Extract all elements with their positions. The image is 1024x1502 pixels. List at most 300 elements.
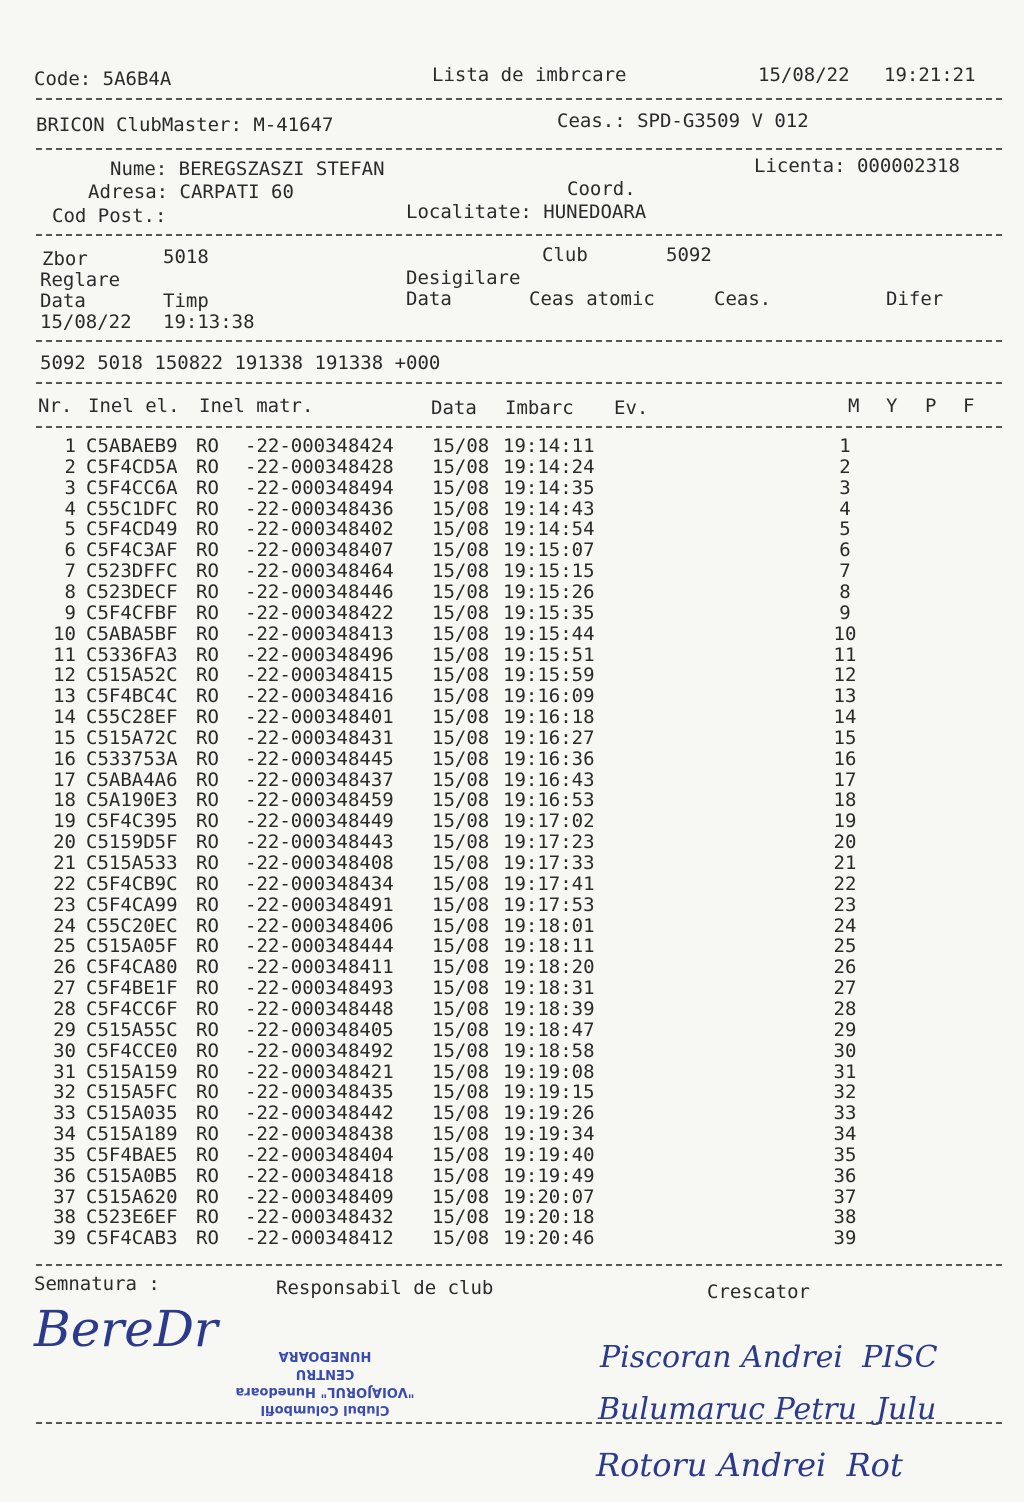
row-number: 28 — [53, 997, 76, 1020]
arrival-date: 15/08 — [432, 1060, 490, 1083]
row-number: 7 — [64, 560, 76, 583]
m-value: 28 — [833, 997, 857, 1020]
arrival-date: 15/08 — [432, 560, 490, 583]
electronic-ring: C5A190E3 — [86, 789, 178, 812]
reglare-date: 15/08/22 — [40, 311, 132, 333]
arrival-time: 19:18:20 — [503, 956, 595, 979]
ring-number: -22-000348445 — [245, 747, 394, 770]
m-value: 36 — [833, 1164, 857, 1187]
ring-number: -22-000348409 — [245, 1185, 394, 1208]
m-value: 38 — [833, 1206, 857, 1229]
row-number: 35 — [53, 1143, 76, 1166]
col-imbarc: Imbarc — [505, 397, 574, 419]
stamp-line-1: Clubul Columbofil — [260, 1402, 390, 1417]
arrival-time: 19:17:33 — [503, 852, 595, 874]
electronic-ring: C5F4CC6F — [86, 997, 178, 1020]
country-code: RO — [196, 455, 219, 478]
club-label: Club — [542, 244, 588, 266]
country-code: RO — [196, 580, 219, 603]
country-code: RO — [196, 997, 219, 1020]
m-value: 5 — [839, 518, 851, 541]
arrival-date: 15/08 — [432, 956, 490, 979]
ring-number: -22-000348432 — [245, 1206, 394, 1229]
country-code: RO — [196, 789, 219, 812]
country-code: RO — [196, 622, 219, 645]
ring-number: -22-000348406 — [245, 914, 394, 937]
country-code: RO — [196, 956, 219, 979]
reglare-label: Reglare — [40, 269, 121, 291]
table-row — [0, 811, 1024, 832]
ring-number: -22-000348436 — [245, 497, 394, 520]
country-code: RO — [196, 1206, 219, 1229]
country-code: RO — [196, 435, 219, 457]
col-f: F — [963, 395, 975, 417]
m-value: 35 — [833, 1143, 857, 1166]
country-code: RO — [196, 831, 219, 854]
table-row — [0, 978, 1024, 999]
ring-number: -22-000348413 — [245, 622, 394, 645]
table-row — [0, 1207, 1024, 1228]
ring-number: -22-000348496 — [245, 643, 394, 666]
country-code: RO — [196, 914, 219, 937]
country-code: RO — [196, 497, 219, 520]
arrival-time: 19:18:39 — [503, 997, 595, 1020]
electronic-ring: C523DFFC — [86, 560, 178, 583]
row-number: 9 — [64, 601, 76, 624]
country-code: RO — [196, 935, 219, 958]
table-row — [0, 1124, 1024, 1145]
m-value: 32 — [833, 1081, 857, 1104]
arrival-date: 15/08 — [432, 997, 490, 1020]
electronic-ring: C5F4CD5A — [86, 455, 178, 478]
electronic-ring: C55C28EF — [86, 706, 178, 729]
data-label-2: Data — [406, 288, 452, 310]
arrival-time: 19:16:36 — [503, 747, 595, 770]
country-code: RO — [196, 1102, 219, 1125]
table-row — [0, 999, 1024, 1020]
clubmaster-id: BRICON ClubMaster: M-41647 — [36, 114, 334, 136]
electronic-ring: C5F4BE1F — [86, 977, 178, 1000]
divider — [36, 340, 1002, 342]
country-code: RO — [196, 1018, 219, 1041]
country-code: RO — [196, 601, 219, 624]
electronic-ring: C515A05F — [86, 935, 178, 958]
m-value: 34 — [833, 1123, 857, 1146]
electronic-ring: C5F4CC6A — [86, 476, 178, 499]
row-number: 39 — [53, 1227, 76, 1250]
table-row — [0, 936, 1024, 957]
table-row — [0, 1062, 1024, 1083]
arrival-time: 19:15:35 — [503, 601, 595, 624]
arrival-date: 15/08 — [432, 1143, 490, 1166]
arrival-time: 19:15:44 — [503, 622, 595, 645]
ring-number: -22-000348424 — [245, 435, 394, 457]
breeder-label: Crescator — [707, 1281, 810, 1303]
table-row — [0, 832, 1024, 853]
col-inel-el: Inel el. — [88, 395, 180, 417]
ring-number: -22-000348404 — [245, 1143, 394, 1166]
stamp-line-2: "VOIAJORUL" Hunedoara — [235, 1384, 415, 1399]
arrival-time: 19:16:09 — [503, 685, 595, 708]
arrival-date: 15/08 — [432, 455, 490, 478]
arrival-date: 15/08 — [432, 768, 490, 791]
electronic-ring: C533753A — [86, 747, 178, 770]
row-number: 22 — [53, 872, 76, 895]
m-value: 22 — [833, 872, 857, 895]
m-value: 20 — [833, 831, 857, 854]
difference-label: Difer — [886, 288, 944, 310]
col-y: Y — [886, 395, 898, 417]
table-row — [0, 749, 1024, 770]
row-number: 18 — [53, 789, 76, 812]
col-m: M — [848, 395, 860, 417]
arrival-time: 19:15:15 — [503, 560, 595, 583]
m-value: 9 — [839, 601, 851, 624]
club-stamp — [215, 1308, 435, 1418]
electronic-ring: C523E6EF — [86, 1206, 178, 1229]
arrival-time: 19:19:34 — [503, 1123, 595, 1146]
m-value: 31 — [833, 1060, 857, 1083]
m-value: 14 — [833, 706, 857, 729]
table-row — [0, 582, 1024, 603]
table-row — [0, 1103, 1024, 1124]
locality: Localitate: HUNEDOARA — [406, 201, 647, 223]
arrival-date: 15/08 — [432, 1123, 490, 1146]
row-number: 13 — [53, 685, 76, 708]
electronic-ring: C5ABA4A6 — [86, 768, 178, 791]
code-label: Code: 5A6B4A — [34, 68, 172, 90]
electronic-ring: C5F4CAB3 — [86, 1227, 178, 1250]
electronic-ring: C515A72C — [86, 726, 178, 749]
electronic-ring: C515A0B5 — [86, 1164, 178, 1187]
table-row — [0, 874, 1024, 895]
clock-label: Ceas. — [714, 288, 772, 310]
row-number: 8 — [64, 580, 76, 603]
ring-number: -22-000348442 — [245, 1102, 394, 1125]
m-value: 25 — [833, 935, 857, 958]
col-ev: Ev. — [614, 397, 649, 419]
table-row — [0, 436, 1024, 457]
electronic-ring: C515A035 — [86, 1102, 178, 1125]
ring-number: -22-000348435 — [245, 1081, 394, 1104]
arrival-time: 19:15:59 — [503, 664, 595, 687]
country-code: RO — [196, 1143, 219, 1166]
table-row — [0, 686, 1024, 707]
ring-number: -22-000348402 — [245, 518, 394, 541]
arrival-date: 15/08 — [432, 831, 490, 854]
row-number: 2 — [64, 455, 76, 478]
country-code: RO — [196, 706, 219, 729]
row-number: 3 — [64, 476, 76, 499]
row-number: 16 — [53, 747, 76, 770]
country-code: RO — [196, 1060, 219, 1083]
arrival-time: 19:14:43 — [503, 497, 595, 520]
arrival-date: 15/08 — [432, 643, 490, 666]
electronic-ring: C5F4CCE0 — [86, 1039, 178, 1062]
arrival-time: 19:16:27 — [503, 726, 595, 749]
arrival-time: 19:16:43 — [503, 768, 595, 791]
data-label: Data — [40, 290, 86, 312]
m-value: 15 — [833, 726, 857, 749]
arrival-time: 19:14:35 — [503, 476, 595, 499]
arrival-date: 15/08 — [432, 685, 490, 708]
electronic-ring: C5F4CB9C — [86, 872, 178, 895]
electronic-ring: C515A620 — [86, 1185, 178, 1208]
electronic-ring: C5F4C3AF — [86, 539, 178, 562]
owner-address: Adresa: CARPATI 60 — [88, 181, 294, 203]
electronic-ring: C515A189 — [86, 1123, 178, 1146]
arrival-date: 15/08 — [432, 539, 490, 562]
country-code: RO — [196, 726, 219, 749]
country-code: RO — [196, 768, 219, 791]
arrival-time: 19:14:11 — [503, 435, 595, 457]
arrival-date: 15/08 — [432, 580, 490, 603]
reglare-time: 19:13:38 — [163, 311, 255, 333]
signature-label: Semnatura : — [34, 1273, 160, 1295]
divider — [36, 426, 1002, 428]
arrival-time: 19:14:54 — [503, 518, 595, 541]
coord-label: Coord. — [567, 178, 636, 200]
divider — [36, 382, 1002, 384]
arrival-date: 15/08 — [432, 518, 490, 541]
owner-name: Nume: BEREGSZASZI STEFAN — [110, 158, 385, 180]
arrival-date: 15/08 — [432, 893, 490, 916]
desigilare-label: Desigilare — [406, 267, 521, 289]
ring-number: -22-000348437 — [245, 768, 394, 791]
electronic-ring: C515A5FC — [86, 1081, 178, 1104]
m-value: 24 — [833, 914, 857, 937]
handwritten-signature-2: Bulumaruc Petru Julu — [598, 1392, 937, 1427]
arrival-date: 15/08 — [432, 789, 490, 812]
ring-number: -22-000348421 — [245, 1060, 394, 1083]
electronic-ring: C523DECF — [86, 580, 178, 603]
row-number: 21 — [53, 852, 76, 874]
arrival-date: 15/08 — [432, 810, 490, 833]
arrival-date: 15/08 — [432, 497, 490, 520]
country-code: RO — [196, 560, 219, 583]
ring-number: -22-000348412 — [245, 1227, 394, 1250]
table-row — [0, 1145, 1024, 1166]
divider — [36, 234, 1002, 236]
m-value: 18 — [833, 789, 857, 812]
ring-number: -22-000348418 — [245, 1164, 394, 1187]
electronic-ring: C515A52C — [86, 664, 178, 687]
m-value: 3 — [839, 476, 851, 499]
col-nr: Nr. — [38, 395, 73, 417]
m-value: 27 — [833, 977, 857, 1000]
arrival-time: 19:19:49 — [503, 1164, 595, 1187]
ring-number: -22-000348446 — [245, 580, 394, 603]
country-code: RO — [196, 518, 219, 541]
country-code: RO — [196, 1039, 219, 1062]
flight-number: 5018 — [163, 246, 209, 268]
country-code: RO — [196, 893, 219, 916]
arrival-date: 15/08 — [432, 1102, 490, 1125]
ring-number: -22-000348411 — [245, 956, 394, 979]
ring-number: -22-000348428 — [245, 455, 394, 478]
row-number: 33 — [53, 1102, 76, 1125]
ring-number: -22-000348448 — [245, 997, 394, 1020]
ring-number: -22-000348405 — [245, 1018, 394, 1041]
arrival-date: 15/08 — [432, 664, 490, 687]
row-number: 12 — [53, 664, 76, 687]
ring-number: -22-000348438 — [245, 1123, 394, 1146]
ring-number: -22-000348431 — [245, 726, 394, 749]
row-number: 4 — [64, 497, 76, 520]
country-code: RO — [196, 747, 219, 770]
table-row — [0, 561, 1024, 582]
electronic-ring: C5F4BC4C — [86, 685, 178, 708]
row-number: 24 — [53, 914, 76, 937]
country-code: RO — [196, 685, 219, 708]
arrival-time: 19:20:46 — [503, 1227, 595, 1250]
country-code: RO — [196, 1227, 219, 1250]
document-title: Lista de imbrcare — [432, 64, 627, 86]
electronic-ring: C515A533 — [86, 852, 178, 874]
electronic-ring: C5ABA5BF — [86, 622, 178, 645]
m-value: 13 — [833, 685, 857, 708]
club-number: 5092 — [666, 244, 712, 266]
print-time: 19:21:21 — [884, 64, 976, 86]
ring-number: -22-000348434 — [245, 872, 394, 895]
arrival-time: 19:20:07 — [503, 1185, 595, 1208]
country-code: RO — [196, 852, 219, 874]
row-number: 34 — [53, 1123, 76, 1146]
print-date: 15/08/22 — [758, 64, 850, 86]
arrival-time: 19:16:18 — [503, 706, 595, 729]
ring-number: -22-000348416 — [245, 685, 394, 708]
arrival-date: 15/08 — [432, 1185, 490, 1208]
arrival-date: 15/08 — [432, 747, 490, 770]
m-value: 21 — [833, 852, 857, 874]
arrival-time: 19:17:41 — [503, 872, 595, 895]
electronic-ring: C5ABAEB9 — [86, 435, 178, 457]
electronic-ring: C5F4CFBF — [86, 601, 178, 624]
row-number: 23 — [53, 893, 76, 916]
m-value: 12 — [833, 664, 857, 687]
row-number: 25 — [53, 935, 76, 958]
stamp-line-4: HUNEDOARA — [278, 1348, 372, 1363]
ring-number: -22-000348415 — [245, 664, 394, 687]
arrival-time: 19:19:15 — [503, 1081, 595, 1104]
divider — [36, 148, 1002, 150]
clock-id: Ceas.: SPD-G3509 V 012 — [557, 110, 809, 132]
arrival-time: 19:17:02 — [503, 810, 595, 833]
m-value: 1 — [839, 435, 851, 457]
col-p: P — [925, 395, 937, 417]
row-number: 37 — [53, 1185, 76, 1208]
postal-code-label: Cod Post.: — [52, 205, 167, 227]
arrival-date: 15/08 — [432, 1039, 490, 1062]
flight-label: Zbor — [42, 248, 88, 270]
arrival-time: 19:20:18 — [503, 1206, 595, 1229]
m-value: 17 — [833, 768, 857, 791]
ring-number: -22-000348494 — [245, 476, 394, 499]
m-value: 30 — [833, 1039, 857, 1062]
arrival-date: 15/08 — [432, 706, 490, 729]
arrival-time: 19:19:26 — [503, 1102, 595, 1125]
row-number: 11 — [53, 643, 76, 666]
code-line: 5092 5018 150822 191338 191338 +000 — [40, 352, 441, 374]
row-number: 32 — [53, 1081, 76, 1104]
arrival-time: 19:14:24 — [503, 455, 595, 478]
electronic-ring: C5F4C395 — [86, 810, 178, 833]
arrival-date: 15/08 — [432, 852, 490, 874]
m-value: 37 — [833, 1185, 857, 1208]
table-row — [0, 1020, 1024, 1041]
m-value: 11 — [833, 643, 857, 666]
table-row — [0, 728, 1024, 749]
m-value: 33 — [833, 1102, 857, 1125]
row-number: 19 — [53, 810, 76, 833]
arrival-time: 19:19:08 — [503, 1060, 595, 1083]
arrival-date: 15/08 — [432, 977, 490, 1000]
arrival-time: 19:16:53 — [503, 789, 595, 812]
row-number: 6 — [64, 539, 76, 562]
arrival-date: 15/08 — [432, 601, 490, 624]
stamp-line-3: CENTRU — [295, 1366, 355, 1381]
m-value: 23 — [833, 893, 857, 916]
table-row — [0, 624, 1024, 645]
row-number: 20 — [53, 831, 76, 854]
table-row — [0, 499, 1024, 520]
arrival-date: 15/08 — [432, 914, 490, 937]
arrival-date: 15/08 — [432, 622, 490, 645]
table-row — [0, 1187, 1024, 1208]
arrival-date: 15/08 — [432, 1227, 490, 1250]
m-value: 29 — [833, 1018, 857, 1041]
arrival-date: 15/08 — [432, 435, 490, 457]
col-data: Data — [431, 397, 477, 419]
m-value: 26 — [833, 956, 857, 979]
m-value: 39 — [833, 1227, 857, 1250]
arrival-time: 19:15:26 — [503, 580, 595, 603]
row-number: 31 — [53, 1060, 76, 1083]
m-value: 10 — [833, 622, 857, 645]
country-code: RO — [196, 1185, 219, 1208]
table-row — [0, 665, 1024, 686]
electronic-ring: C515A159 — [86, 1060, 178, 1083]
arrival-date: 15/08 — [432, 1018, 490, 1041]
row-number: 29 — [53, 1018, 76, 1041]
row-number: 1 — [64, 435, 76, 457]
electronic-ring: C515A55C — [86, 1018, 178, 1041]
ring-number: -22-000348449 — [245, 810, 394, 833]
ring-number: -22-000348443 — [245, 831, 394, 854]
ring-number: -22-000348464 — [245, 560, 394, 583]
arrival-time: 19:19:40 — [503, 1143, 595, 1166]
arrival-time: 19:17:23 — [503, 831, 595, 854]
col-inel-matr: Inel matr. — [199, 395, 314, 417]
owner-signature: BereDr — [34, 1300, 218, 1358]
table-row — [0, 519, 1024, 540]
electronic-ring: C5F4CA99 — [86, 893, 178, 916]
arrival-date: 15/08 — [432, 872, 490, 895]
electronic-ring: C5F4BAE5 — [86, 1143, 178, 1166]
country-code: RO — [196, 1081, 219, 1104]
ring-number: -22-000348401 — [245, 706, 394, 729]
arrival-date: 15/08 — [432, 935, 490, 958]
table-row — [0, 603, 1024, 624]
ring-number: -22-000348492 — [245, 1039, 394, 1062]
row-number: 36 — [53, 1164, 76, 1187]
handwritten-signature-1: Piscoran Andrei PISC — [600, 1340, 938, 1375]
table-row — [0, 916, 1024, 937]
m-value: 2 — [839, 455, 851, 478]
table-row — [0, 1082, 1024, 1103]
arrival-date: 15/08 — [432, 726, 490, 749]
country-code: RO — [196, 476, 219, 499]
